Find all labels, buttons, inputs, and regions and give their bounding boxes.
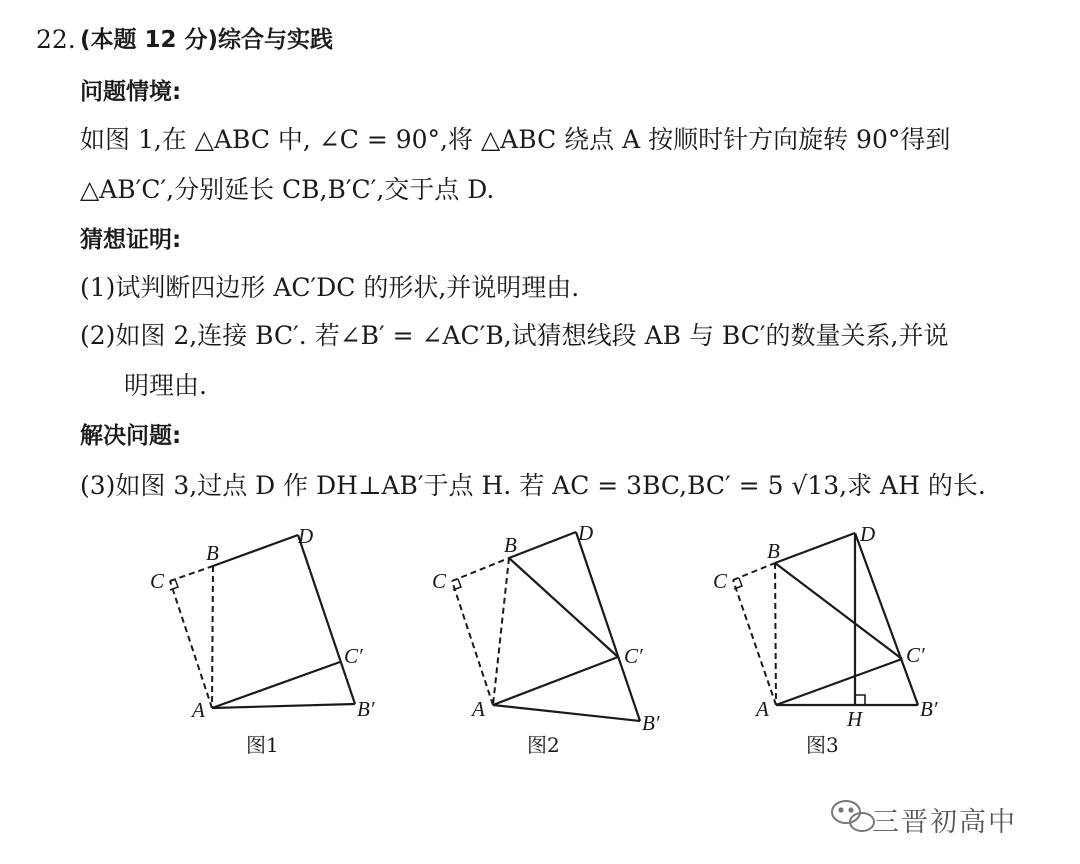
- section-conjecture-heading: 猜想证明:: [80, 227, 182, 253]
- fig2-label-C: C: [432, 569, 447, 593]
- situation-text-line1: 如图 1,在 △ABC 中, ∠C = 90°,将 △ABC 绕点 A 按顺时针方向旋转 90°得到: [80, 125, 951, 154]
- fig1-label-C: C: [150, 569, 165, 593]
- fig2-label-B1: B′: [642, 711, 660, 735]
- fig3-label-B: B: [767, 539, 780, 563]
- fig2-label-D: D: [578, 521, 594, 545]
- figure-3: [713, 522, 938, 757]
- fig2-caption: 图2: [527, 733, 560, 757]
- fig3-caption: 图3: [806, 733, 839, 757]
- fig1-label-C1: C′: [344, 644, 363, 668]
- section-solve-heading: 解决问题:: [80, 423, 182, 449]
- fig1-label-A: A: [192, 698, 205, 722]
- question-3: (3)如图 3,过点 D 作 DH⊥AB′于点 H. 若 AC = 3BC,BC′ = 5 √13,求 AH 的长.: [80, 471, 986, 500]
- problem-header: (本题 12 分)综合与实践: [80, 27, 334, 53]
- fig2-label-A: A: [472, 697, 485, 721]
- question-1: (1)试判断四边形 AC′DC 的形状,并说明理由.: [80, 273, 580, 302]
- fig3-label-C1: C′: [906, 643, 925, 667]
- question-2-line2: 明理由.: [124, 371, 207, 400]
- fig3-label-H: H: [847, 707, 863, 731]
- fig3-label-A: A: [756, 697, 769, 721]
- wechat-logo-icon: [832, 801, 874, 831]
- question-2-line1: (2)如图 2,连接 BC′. 若∠B′ = ∠AC′B,试猜想线段 AB 与 BC′的数量关系,并说: [80, 321, 949, 350]
- section-situation-heading: 问题情境:: [80, 79, 182, 105]
- fig1-caption: 图1: [246, 733, 279, 757]
- problem-number: 22.: [36, 25, 76, 54]
- fig1-label-B1: B′: [357, 697, 375, 721]
- situation-text-line2: △AB′C′,分别延长 CB,B′C′,交于点 D.: [80, 175, 495, 204]
- fig1-label-B: B: [206, 541, 219, 565]
- fig3-label-B1: B′: [920, 697, 938, 721]
- figure-1: [150, 524, 375, 757]
- fig2-label-C1: C′: [624, 644, 643, 668]
- watermark-text: 三晋初高中: [872, 807, 1017, 838]
- figure-2: [432, 521, 660, 757]
- fig3-label-D: D: [860, 522, 876, 546]
- fig3-label-C: C: [713, 569, 728, 593]
- fig1-label-D: D: [298, 524, 314, 548]
- fig2-label-B: B: [504, 533, 517, 557]
